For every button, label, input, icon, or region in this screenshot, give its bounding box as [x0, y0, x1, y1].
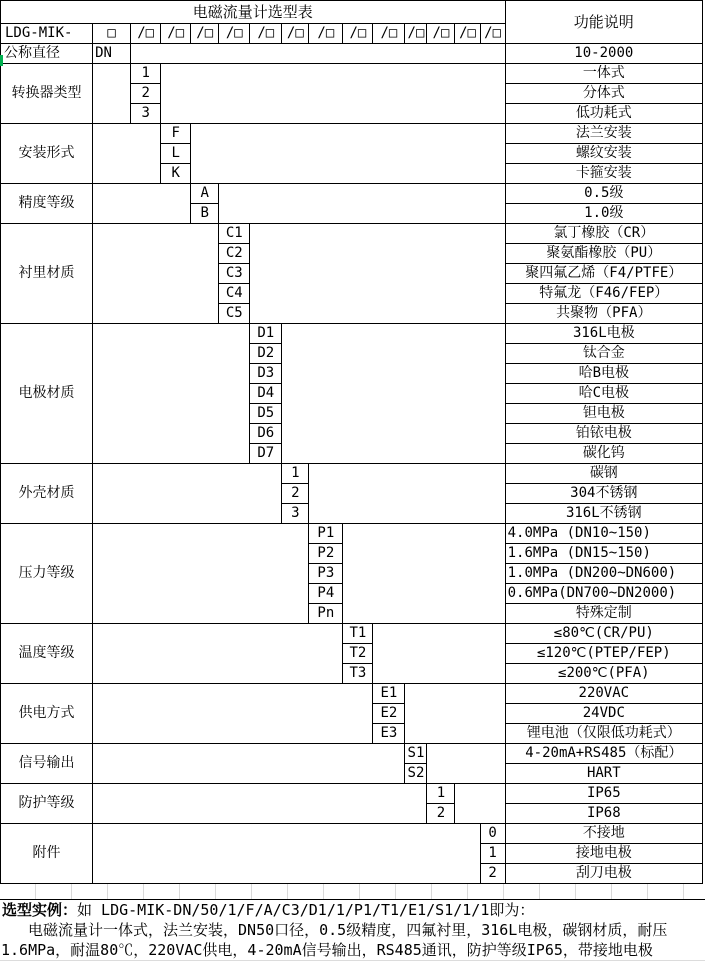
- desc-cell: 低功耗式: [505, 104, 702, 124]
- section-label: 压力等级: [1, 524, 93, 624]
- code-cell: 2: [282, 484, 309, 504]
- spacer-cell: [93, 124, 161, 184]
- section-label: 温度等级: [1, 624, 93, 684]
- spacer-cell: [93, 184, 191, 224]
- example-description-line-2: 1.6MPa，耐温80℃，220VAC供电，4-20mA信号输出，RS485通讯，防护等级IP65，带接地电极: [1, 941, 653, 959]
- desc-cell: 钽电极: [505, 404, 702, 424]
- example-description-line-1: 电磁流量计一体式，法兰安装，DN50口径，0.5级精度，四氟衬里，316L电极，碳钢材质，耐压: [28, 921, 668, 939]
- header-slash-box: /□: [405, 24, 427, 44]
- desc-cell: 10-2000: [505, 44, 702, 64]
- code-cell: S1: [405, 744, 427, 764]
- section-label: 电极材质: [1, 324, 93, 464]
- spacer-cell: [343, 524, 505, 624]
- desc-cell: 螺纹安装: [505, 144, 702, 164]
- desc-cell: 0.6MPa(DN700~DN2000): [505, 584, 702, 604]
- code-cell: 1: [480, 844, 505, 864]
- desc-cell: 1.0级: [505, 204, 702, 224]
- spacer-cell: [373, 624, 505, 684]
- desc-cell: 304不锈钢: [505, 484, 702, 504]
- section-label: 外壳材质: [1, 464, 93, 524]
- desc-cell: 1.6MPa (DN15~150): [505, 544, 702, 564]
- code-cell: B: [191, 204, 219, 224]
- green-selection-marker: [0, 55, 3, 66]
- section-label: 供电方式: [1, 684, 93, 744]
- header-slash-box: /□: [309, 24, 343, 44]
- desc-cell: 哈C电极: [505, 384, 702, 404]
- desc-cell: 4.0MPa (DN10~150): [505, 524, 702, 544]
- header-slash-box: /□: [250, 24, 282, 44]
- spacer-cell: [219, 184, 505, 224]
- code-cell: 2: [131, 84, 161, 104]
- spacer-cell: [93, 744, 405, 784]
- example-label: 选型实例：: [2, 901, 78, 919]
- desc-cell: IP65: [505, 784, 702, 804]
- section-label-dn: 公称直径: [1, 44, 93, 64]
- code-cell: P2: [309, 544, 343, 564]
- spacer-cell: [250, 224, 505, 324]
- section-label: 转换器类型: [1, 64, 93, 124]
- spacer-cell: [131, 44, 505, 64]
- code-cell: T1: [343, 624, 373, 644]
- code-cell: E3: [373, 724, 405, 744]
- table-title: 电磁流量计选型表: [1, 1, 506, 24]
- spacer-cell: [455, 784, 505, 824]
- code-cell: F: [161, 124, 191, 144]
- header-slash-box: /□: [427, 24, 455, 44]
- desc-cell: ≤200℃(PFA): [505, 664, 702, 684]
- spacer-cell: [161, 64, 505, 124]
- header-slash-box: /□: [455, 24, 480, 44]
- header-slash-box: /□: [282, 24, 309, 44]
- desc-cell: 碳钢: [505, 464, 702, 484]
- code-cell: 3: [131, 104, 161, 124]
- example-code: 如 LDG-MIK-DN/50/1/F/A/C3/D1/1/P1/T1/E1/S1/1/1即为：: [77, 901, 535, 919]
- section-label: 精度等级: [1, 184, 93, 224]
- code-cell: A: [191, 184, 219, 204]
- desc-cell: 锂电池（仅限低功耗式）: [505, 724, 702, 744]
- desc-cell: ≤80℃(CR/PU): [505, 624, 702, 644]
- code-cell: E2: [373, 704, 405, 724]
- code-cell: T3: [343, 664, 373, 684]
- desc-cell: 接地电极: [505, 844, 702, 864]
- header-slash-box: /□: [480, 24, 505, 44]
- desc-cell: 哈B电极: [505, 364, 702, 384]
- section-label: 信号输出: [1, 744, 93, 784]
- spacer-cell: [93, 624, 343, 684]
- desc-cell: 316L电极: [505, 324, 702, 344]
- code-cell: 2: [427, 804, 455, 824]
- desc-cell: 铂铱电极: [505, 424, 702, 444]
- example-intro-line: [0, 900, 705, 920]
- code-cell: L: [161, 144, 191, 164]
- code-cell: P1: [309, 524, 343, 544]
- code-cell: C2: [219, 244, 250, 264]
- code-cell: P4: [309, 584, 343, 604]
- spacer-cell: [309, 464, 505, 524]
- model-prefix: LDG-MIK-: [1, 24, 93, 44]
- spacer-cell: [93, 464, 282, 524]
- desc-cell: 1.0MPa (DN200~DN600): [505, 564, 702, 584]
- code-cell: C1: [219, 224, 250, 244]
- desc-cell: 特氟龙（F46/FEP）: [505, 284, 702, 304]
- desc-cell: 分体式: [505, 84, 702, 104]
- code-cell: 2: [480, 864, 505, 884]
- spacer-cell: [93, 824, 480, 884]
- desc-cell: 氯丁橡胶（CR）: [505, 224, 702, 244]
- code-cell: D5: [250, 404, 282, 424]
- spacer-cell: [282, 324, 505, 464]
- code-cell: D2: [250, 344, 282, 364]
- desc-cell: 24VDC: [505, 704, 702, 724]
- code-cell: 0: [480, 824, 505, 844]
- spacer-cell: [191, 124, 505, 184]
- code-cell: D4: [250, 384, 282, 404]
- header-slash-box: /□: [343, 24, 373, 44]
- selection-example: [0, 900, 705, 961]
- desc-cell: 钛合金: [505, 344, 702, 364]
- desc-cell: 法兰安装: [505, 124, 702, 144]
- code-cell: P3: [309, 564, 343, 584]
- code-cell: D1: [250, 324, 282, 344]
- section-label: 安装形式: [1, 124, 93, 184]
- code-cell: D6: [250, 424, 282, 444]
- desc-cell: 220VAC: [505, 684, 702, 704]
- code-cell: K: [161, 164, 191, 184]
- section-label: 附件: [1, 824, 93, 884]
- section-label: 防护等级: [1, 784, 93, 824]
- desc-cell: 聚氨酯橡胶（PU）: [505, 244, 702, 264]
- code-cell: C5: [219, 304, 250, 324]
- spacer-cell: [93, 784, 427, 824]
- desc-cell: 不接地: [505, 824, 702, 844]
- desc-cell: 4-20mA+RS485（标配）: [505, 744, 702, 764]
- code-cell: 3: [282, 504, 309, 524]
- desc-cell: 刮刀电极: [505, 864, 702, 884]
- code-cell: 1: [131, 64, 161, 84]
- desc-cell: 316L不锈钢: [505, 504, 702, 524]
- header-slash-box: /□: [131, 24, 161, 44]
- desc-cell: 一体式: [505, 64, 702, 84]
- header-slash-box: /□: [219, 24, 250, 44]
- desc-cell: IP68: [505, 804, 702, 824]
- dn-code-cell: DN: [93, 44, 131, 64]
- section-label: 衬里材质: [1, 224, 93, 324]
- spacer-cell: [405, 684, 505, 744]
- code-cell: S2: [405, 764, 427, 784]
- code-cell: T2: [343, 644, 373, 664]
- header-slash-box: /□: [373, 24, 405, 44]
- code-cell: Pn: [309, 604, 343, 624]
- spacer-cell: [93, 324, 250, 464]
- header-slash-box: /□: [191, 24, 219, 44]
- header-code-box: □: [93, 24, 131, 44]
- desc-cell: 共聚物（PFA）: [505, 304, 702, 324]
- spacer-cell: [427, 744, 505, 784]
- code-cell: 1: [282, 464, 309, 484]
- desc-cell: 特殊定制: [505, 604, 702, 624]
- desc-cell: ≤120℃(PTEP/FEP): [505, 644, 702, 664]
- spacer-cell: [93, 684, 373, 744]
- function-column-header: 功能说明: [505, 1, 702, 44]
- header-slash-box: /□: [161, 24, 191, 44]
- code-cell: E1: [373, 684, 405, 704]
- desc-cell: 聚四氟乙烯（F4/PTFE）: [505, 264, 702, 284]
- desc-cell: 碳化钨: [505, 444, 702, 464]
- code-cell: D3: [250, 364, 282, 384]
- code-cell: C3: [219, 264, 250, 284]
- code-cell: C4: [219, 284, 250, 304]
- code-cell: 1: [427, 784, 455, 804]
- desc-cell: 0.5级: [505, 184, 702, 204]
- code-cell: D7: [250, 444, 282, 464]
- desc-cell: 卡箍安装: [505, 164, 702, 184]
- spreadsheet-gridline-strip: [0, 884, 705, 900]
- spacer-cell: [93, 64, 131, 124]
- spacer-cell: [93, 524, 309, 624]
- spacer-cell: [93, 224, 219, 324]
- desc-cell: HART: [505, 764, 702, 784]
